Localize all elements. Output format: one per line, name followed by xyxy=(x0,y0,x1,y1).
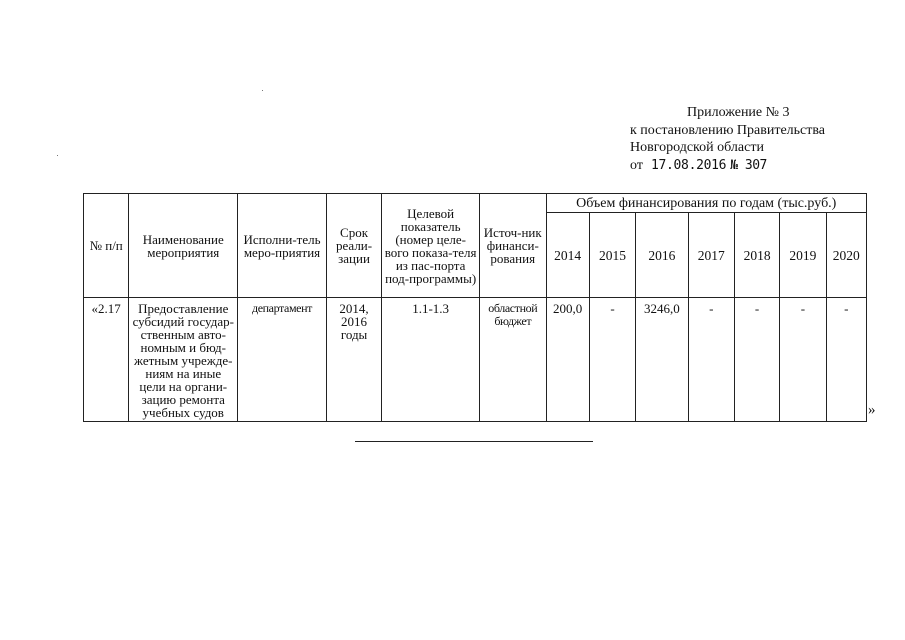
header-year: 2018 xyxy=(734,213,779,298)
scan-speck xyxy=(262,90,263,91)
date-prefix: от xyxy=(630,157,643,173)
header-funding: Объем финансирования по годам (тыс.руб.) xyxy=(546,194,867,213)
row-num: «2.17 xyxy=(84,298,129,422)
scan-speck xyxy=(57,155,58,156)
row-term: 2014, 2016 годы xyxy=(326,298,381,422)
header-source: Источ-ник финанси-рования xyxy=(480,194,547,298)
header-name: Наименование мероприятия xyxy=(129,194,238,298)
row-value: 3246,0 xyxy=(636,298,688,422)
header-year: 2016 xyxy=(636,213,688,298)
appendix-date-line xyxy=(630,157,890,175)
header-term: Срок реали-зации xyxy=(326,194,381,298)
header-year: 2017 xyxy=(688,213,734,298)
row-value: - xyxy=(589,298,635,422)
row-value: - xyxy=(734,298,779,422)
header-row-1 xyxy=(84,194,867,213)
appendix-title: Приложение № 3 xyxy=(687,105,790,120)
row-name: Предоставление субсидий государ-ственным авто-номным и бюд-жетным учрежде-ниям на иные цели на органи-зацию ремонта учебных судов xyxy=(129,298,238,422)
row-value: - xyxy=(780,298,826,422)
closing-quote: » xyxy=(868,402,876,418)
header-year: 2015 xyxy=(589,213,635,298)
header-executor: Исполни-тель меро-приятия xyxy=(238,194,327,298)
appendix-line3: Новгородской области xyxy=(630,140,764,155)
row-value: - xyxy=(688,298,734,422)
document-date: 17.08.2016 xyxy=(650,157,727,173)
row-value: 200,0 xyxy=(546,298,589,422)
signature-line xyxy=(355,441,593,442)
row-target: 1.1-1.3 xyxy=(382,298,480,422)
table-row xyxy=(84,298,867,422)
appendix-line2: к постановлению Правительства xyxy=(630,122,826,138)
document-number: № 307 xyxy=(730,157,767,173)
row-executor: департамент xyxy=(238,298,327,422)
header-year: 2014 xyxy=(546,213,589,298)
header-year: 2020 xyxy=(826,213,866,298)
funding-table xyxy=(83,193,867,422)
row-source: областной бюджет xyxy=(480,298,547,422)
appendix-header xyxy=(630,104,890,174)
header-num: № п/п xyxy=(84,194,129,298)
row-value: - xyxy=(826,298,866,422)
header-year: 2019 xyxy=(780,213,826,298)
header-target: Целевой показатель (номер целе-вого показа-теля из пас-порта под-программы) xyxy=(382,194,480,298)
